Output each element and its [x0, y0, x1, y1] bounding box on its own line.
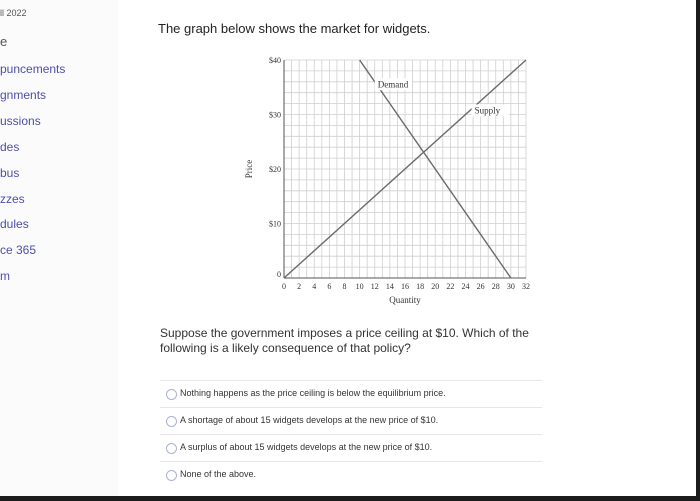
- sidebar-item-quizzes[interactable]: zzes: [0, 192, 25, 206]
- y-axis-label: Price: [244, 159, 254, 179]
- y-tick-label: $30: [269, 110, 281, 120]
- question-title: The graph below shows the market for widgets.: [158, 21, 431, 36]
- market-chart: [170, 40, 530, 312]
- answer-option[interactable]: [160, 461, 542, 488]
- y-tick-label: $10: [269, 219, 281, 229]
- radio-button[interactable]: [166, 389, 177, 400]
- x-tick-label: 2: [297, 282, 302, 291]
- course-sidebar: [0, 0, 118, 496]
- x-tick-label: 12: [370, 282, 379, 291]
- x-tick-label: 16: [401, 282, 409, 291]
- y-tick-label: $20: [269, 165, 281, 174]
- demand-label: Demand: [377, 79, 409, 90]
- x-tick-label: 28: [491, 282, 500, 291]
- x-tick-label: 6: [327, 282, 332, 291]
- market-graph: [170, 40, 530, 312]
- x-axis-label: Quantity: [389, 295, 421, 305]
- sidebar-item-discussions[interactable]: ussions: [0, 114, 41, 128]
- sidebar-item-zoom[interactable]: m: [0, 269, 10, 283]
- x-tick-label: 26: [476, 282, 485, 291]
- sidebar-item-announcements[interactable]: puncements: [0, 62, 66, 76]
- answer-option-label[interactable]: None of the above.: [180, 469, 257, 479]
- answer-option[interactable]: [160, 407, 542, 434]
- x-tick-label: 32: [522, 282, 530, 291]
- radio-button[interactable]: [166, 443, 177, 454]
- sidebar-item-assignments[interactable]: gnments: [0, 88, 47, 102]
- radio-button[interactable]: [166, 416, 177, 427]
- x-tick-label: 22: [446, 282, 455, 291]
- answer-options: [160, 380, 542, 488]
- x-tick-label: 20: [431, 282, 440, 291]
- x-tick-label: 8: [342, 282, 347, 291]
- sidebar-item-grades[interactable]: des: [0, 140, 20, 154]
- sidebar-item-home[interactable]: e: [0, 34, 8, 49]
- sidebar-item-office-365[interactable]: ce 365: [0, 243, 37, 257]
- answer-option[interactable]: [160, 434, 542, 461]
- x-tick-label: 4: [312, 282, 317, 291]
- y-tick-label: 0: [277, 270, 281, 279]
- sidebar-item-syllabus[interactable]: bus: [0, 166, 20, 180]
- x-tick-label: 18: [416, 282, 425, 291]
- term-label: ll 2022: [0, 8, 27, 18]
- answer-option-label[interactable]: Nothing happens as the price ceiling is below the equilibrium price.: [180, 388, 446, 398]
- x-tick-label: 10: [355, 282, 364, 291]
- answer-option[interactable]: [160, 380, 542, 407]
- quiz-content: [120, 0, 696, 496]
- sidebar-item-modules[interactable]: dules: [0, 217, 29, 231]
- answer-option-label[interactable]: A shortage of about 15 widgets develops at the new price of $10.: [180, 415, 439, 425]
- x-tick-label: 24: [461, 282, 470, 291]
- x-tick-label: 14: [385, 282, 394, 291]
- y-tick-label: $40: [269, 56, 281, 65]
- x-tick-label: 0: [282, 282, 286, 291]
- question-prompt: Suppose the government imposes a price ceiling at $10. Which of the following is a likely consequence of that policy?: [160, 326, 529, 355]
- radio-button[interactable]: [166, 470, 177, 481]
- x-tick-label: 30: [506, 282, 515, 291]
- answer-option-label[interactable]: A surplus of about 15 widgets develops at the new price of $10.: [180, 442, 433, 452]
- supply-label: Supply: [474, 105, 501, 116]
